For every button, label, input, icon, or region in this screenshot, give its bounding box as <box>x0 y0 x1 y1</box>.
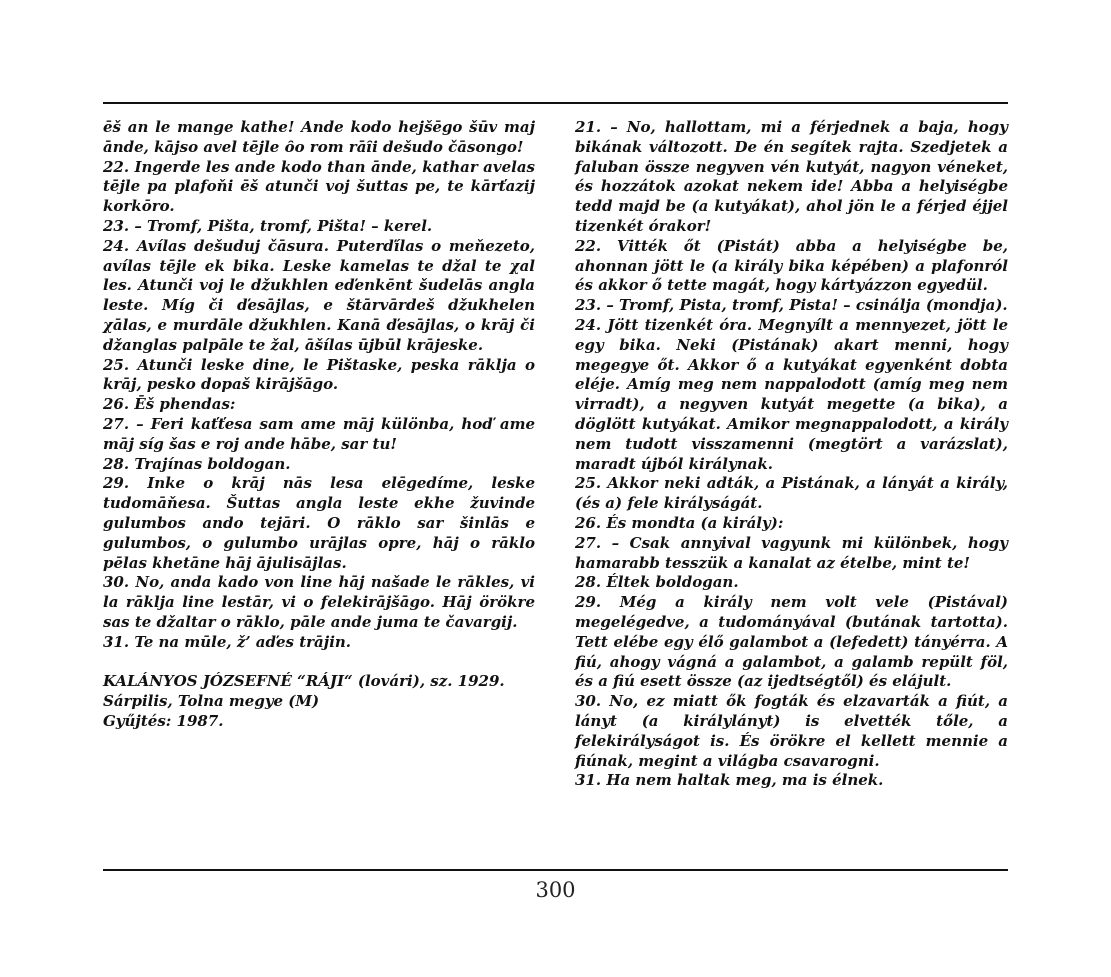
paragraph: 24. Avílas dešuduj čāsura. Puterďílas o meňezeto, avílas tējle ek bika. Leske kamelas te džal te χal les. Atunči voj le džukhlen eďenkēnt šudelās angla leste. Míg či ďesājlas, e štārvārdeš džukhelen χālas, e murdāle džukhlen. Kanā ďesājlas, o krāj či džanglas palpāle te žal, āšílas ūjbūl krājeske. <box>103 236 535 354</box>
paragraph: 21. – No, hallottam, mi a férjednek a baja, hogy bikának változott. De én segítek rajta. Szedjetek a faluban össze negyven vén kutyát, nagyon véneket, és hozzátok azokat nekem ide! Abba a helyiségbe tedd majd be (a kutyákat), ahol jön le a férjed éjjel tizenkét órakor! <box>575 118 1008 235</box>
paragraph: 28. Éltek boldogan. <box>575 573 739 592</box>
source-collection: Gyűjtés: 1987. <box>103 711 224 730</box>
paragraph: ēš an le mange kathe! Ande kodo hejšēgo šūv maj ānde, kājso avel tējle ȏo rom rāȋi dešudo čāsongo! <box>103 118 535 156</box>
paragraph: 30. No, ez miatt ők fogták és elzavarták a fiút, a lányt (a királylányt) is elvették tőle, a felekirályságot is. És örökre el kellett mennie a fiúnak, megint a világba csavarogni. <box>575 692 1008 770</box>
paragraph: 30. No, anda kado von line hāj našade le rākles, vi la rāklja line lestār, vi o felekirājšāgo. Hāj örökre sas te džaltar o rāklo, pāle ande juma te čavargij. <box>103 573 535 631</box>
source-informant: KALÁNYOS JÓZSEFNÉ “RÁJI“ (lovári), sz. 1929. <box>103 672 505 691</box>
paragraph: 28. Trajínas boldogan. <box>103 454 291 473</box>
paragraph: 31. Ha nem haltak meg, ma is élnek. <box>575 771 884 790</box>
paragraph: 27. – Csak annyival vagyunk mi különbek, hogy hamarabb tesszük a kanalat az ételbe, mint te! <box>575 533 1008 572</box>
left-column <box>103 118 535 732</box>
paragraph: 25. Akkor neki adták, a Pistának, a lányát a király, (és a) fele királyságát. <box>575 474 1008 513</box>
paragraph: 31. Te na mūle, ž’ aďes trājin. <box>103 632 352 651</box>
paragraph: 24. Jött tizenkét óra. Megnyílt a mennyezet, jött le egy bika. Neki (Pistának) akart menni, hogy megegye őt. Akkor ő a kutyákat egyenként dobta eléje. Amíg meg nem nappalodott (amíg meg nem virradt), a negyven kutyát megette (a bika), a döglött kutyákat. Amikor megnappalodott, a király nem tudott visszamenni (megtört a varázslat), maradt újból királynak. <box>575 315 1008 473</box>
right-column <box>575 118 1008 791</box>
bottom-rule <box>103 869 1008 871</box>
paragraph: 25. Atunči leske dine, le Pištaske, peska rāklja o krāj, pesko dopaš kirājšāgo. <box>103 355 535 394</box>
paragraph: 22. Vitték őt (Pistát) abba a helyiségbe be, ahonnan jött le (a király bika képében) a plafonról és akkor ő tette magát, hogy kártyázzon egyedül. <box>575 236 1008 295</box>
paragraph: 22. Ingerde les ande kodo than ānde, kathar avelas tējle pa plafoňi ēš atunči voj šuttas pe, te kārťazij korkōro. <box>103 157 535 216</box>
top-rule <box>103 102 1008 104</box>
paragraph: 26. Ēš phendas: <box>103 395 236 414</box>
paragraph: 29. Inke o krāj nās lesa elēgedíme, leske tudomāňesa. Šuttas angla leste ekhe žuvinde gulumbos ando tejāri. O rāklo sar šinlās e gulumbos, o gulumbo urājlas opre, hāj o rāklo pēlas khetāne hāj ājulisājlas. <box>103 474 535 572</box>
paragraph: 29. Még a király nem volt vele (Pistával) megelégedve, a tudományával (butának tartotta). Tett elébe egy élő galambot a (lefedett) tányérra. A fiú, ahogy vágná a galambot, a galamb repült föl, és a fiú esett össze (az ijedtségtől) és elájult. <box>575 593 1008 691</box>
spacer <box>103 653 535 673</box>
paragraph: 23. – Tromf, Pišta, tromf, Pišta! – kerel. <box>103 216 433 235</box>
page-number: 300 <box>535 878 576 902</box>
source-location: Sárpilis, Tolna megye (M) <box>103 692 320 711</box>
paragraph: 26. És mondta (a király): <box>575 513 784 532</box>
paragraph: 27. – Feri kaťťesa sam ame māj különba, hoď ame māj síg šas e roj ande hābe, sar tu! <box>103 414 535 453</box>
paragraph: 23. – Tromf, Pista, tromf, Pista! – csinálja (mondja). <box>575 296 1008 315</box>
